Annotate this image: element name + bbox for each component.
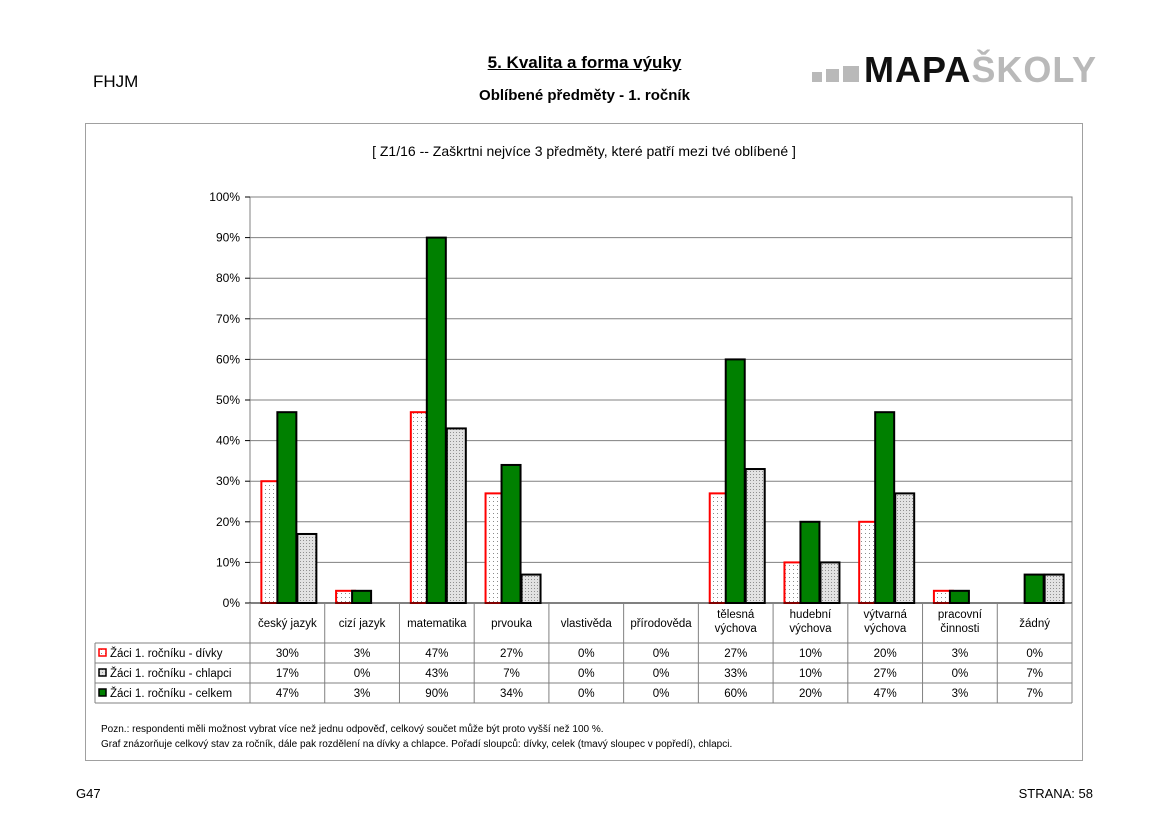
bar-chlapci xyxy=(522,575,541,603)
table-value: 60% xyxy=(724,688,748,700)
y-tick-label: 80% xyxy=(215,271,240,286)
y-tick-label: 70% xyxy=(215,311,240,326)
table-value: 0% xyxy=(353,668,371,680)
legend-key xyxy=(99,649,106,656)
table-value: 20% xyxy=(873,648,897,660)
table-value: 7% xyxy=(1026,688,1043,700)
table-value: 47% xyxy=(275,688,299,700)
y-tick-label: 100% xyxy=(209,190,240,204)
y-tick-label: 30% xyxy=(215,474,240,489)
page-title-text: 5. Kvalita a forma výuky xyxy=(487,53,682,72)
table-value: 0% xyxy=(652,668,670,680)
bar-chlapci xyxy=(1045,575,1064,603)
y-tick-label: 90% xyxy=(215,230,240,245)
x-category-label: přírodověda xyxy=(630,618,692,630)
legend-key xyxy=(99,669,106,676)
x-category-label: výchova xyxy=(864,623,907,635)
school-code: FHJM xyxy=(93,72,139,91)
table-value: 90% xyxy=(425,688,449,700)
table-value: 0% xyxy=(951,668,969,680)
bar-chlapci xyxy=(447,428,466,603)
legend-label: Žáci 1. ročníku - chlapci xyxy=(110,668,232,680)
table-value: 27% xyxy=(500,648,524,660)
y-tick-label: 60% xyxy=(215,352,240,367)
table-value: 47% xyxy=(873,688,897,700)
table-value: 34% xyxy=(500,688,524,700)
table-value: 7% xyxy=(503,668,520,680)
table-value: 3% xyxy=(951,648,969,660)
table-value: 47% xyxy=(425,648,449,660)
x-category-label: cizí jazyk xyxy=(338,618,386,630)
bar-chlapci xyxy=(746,469,765,603)
x-category-label: výtvarná xyxy=(863,609,907,621)
table-value: 10% xyxy=(798,668,822,680)
bar-celkem xyxy=(427,238,446,603)
page-subtitle: Oblíbené předměty - 1. ročník xyxy=(479,87,690,104)
bar-celkem xyxy=(726,359,745,603)
chart-title: [ Z1/16 -- Zaškrtni nejvíce 3 předměty, které patří mezi tvé oblíbené ] xyxy=(372,143,796,159)
logo-text-dark: MAPA xyxy=(864,49,972,90)
note-line-1: Pozn.: respondenti měli možnost vybrat více než jednu odpověď, celkový součet může být proto vyšší než 100 %. xyxy=(101,724,604,735)
legend-label: Žáci 1. ročníku - dívky xyxy=(110,648,223,660)
x-category-label: pracovní xyxy=(937,609,982,621)
x-category-label: výchova xyxy=(714,623,757,635)
table-value: 0% xyxy=(577,648,595,660)
bar-celkem xyxy=(352,591,371,603)
x-category-label: činnosti xyxy=(940,623,980,635)
bar-celkem xyxy=(1025,575,1044,603)
table-value: 17% xyxy=(275,668,299,680)
table-value: 43% xyxy=(425,668,449,680)
table-value: 0% xyxy=(652,648,670,660)
bar-chlapci xyxy=(297,534,316,603)
y-tick-label: 40% xyxy=(215,433,240,448)
table-value: 27% xyxy=(873,668,897,680)
table-value: 3% xyxy=(951,688,969,700)
y-tick-label: 50% xyxy=(215,393,240,407)
bar-celkem xyxy=(875,412,894,603)
bar-celkem xyxy=(800,522,819,603)
logo-text-light: ŠKOLY xyxy=(971,49,1098,90)
y-tick-label: 20% xyxy=(215,514,240,529)
table-value: 0% xyxy=(577,668,595,680)
table-value: 27% xyxy=(724,648,748,660)
bar-chlapci xyxy=(820,562,839,603)
grid xyxy=(250,197,1072,603)
x-category-label: vlastivěda xyxy=(560,618,612,630)
note-line-2: Graf znázorňuje celkový stav za ročník, dále pak rozdělení na dívky a chlapce. Pořadí sloupců: dívky, celek (tmavý sloupec v popředí), chlapci. xyxy=(101,739,733,750)
table-value: 0% xyxy=(652,688,670,700)
bar-celkem xyxy=(502,465,521,603)
x-category-label: matematika xyxy=(407,618,467,630)
table-value: 7% xyxy=(1026,668,1043,680)
bar-chlapci xyxy=(895,493,914,603)
data-table xyxy=(95,603,1072,703)
x-category-label: výchova xyxy=(789,623,832,635)
footer-page-code: G47 xyxy=(76,786,101,801)
legend-label: Žáci 1. ročníku - celkem xyxy=(110,688,233,700)
table-value: 30% xyxy=(275,648,299,660)
x-category-label: hudební xyxy=(789,609,832,621)
table-value: 3% xyxy=(353,688,371,700)
table-value: 10% xyxy=(798,648,822,660)
legend-key xyxy=(99,689,106,696)
x-category-label: prvouka xyxy=(491,618,533,630)
y-tick-label: 0% xyxy=(222,596,240,610)
table-value: 0% xyxy=(577,688,595,700)
table-value: 3% xyxy=(353,648,371,660)
footer-page-number: STRANA: 58 xyxy=(1018,786,1093,801)
table-value: 20% xyxy=(798,688,822,700)
table-value: 0% xyxy=(1026,648,1043,660)
x-category-label: žádný xyxy=(1019,618,1050,630)
y-tick-label: 10% xyxy=(215,555,240,570)
bar-celkem xyxy=(950,591,969,603)
x-category-label: tělesná xyxy=(717,609,755,621)
table-value: 33% xyxy=(724,668,748,680)
x-category-label: český jazyk xyxy=(257,618,317,630)
bar-celkem xyxy=(277,412,296,603)
